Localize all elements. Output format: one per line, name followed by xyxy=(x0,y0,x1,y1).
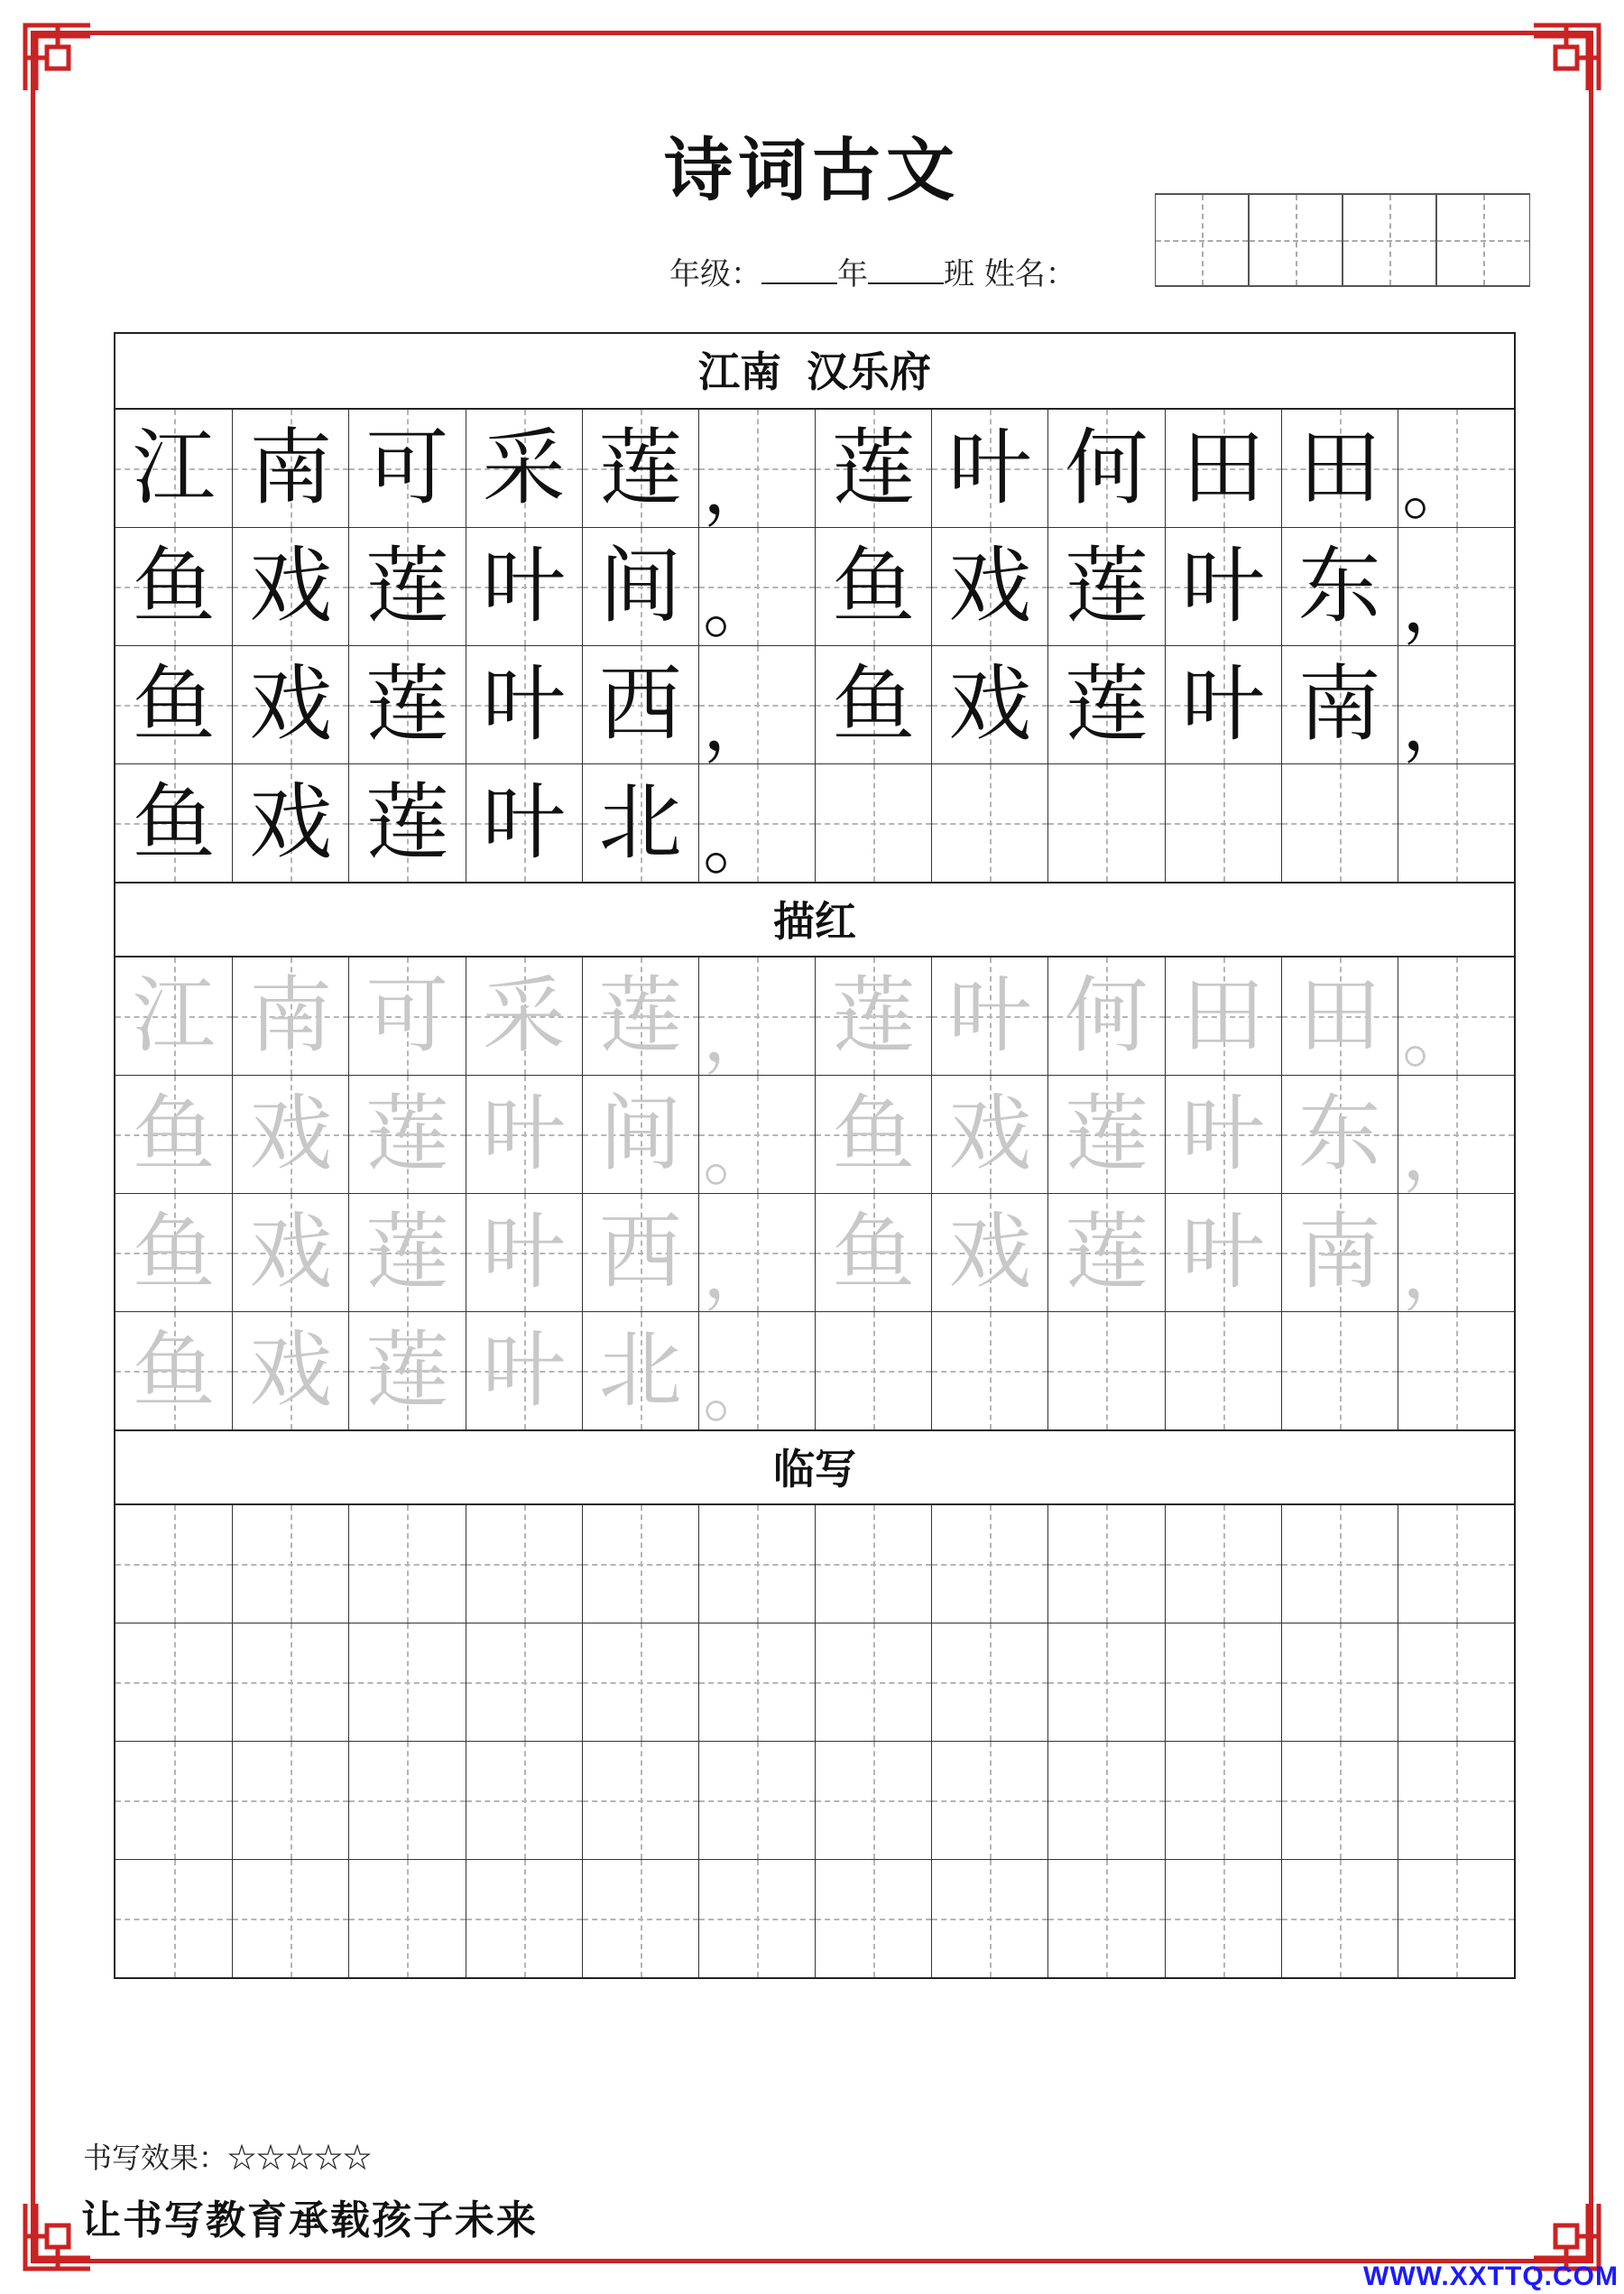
model-character: 何 xyxy=(1065,420,1149,516)
trace-character: 南 xyxy=(1297,1204,1381,1300)
trace-cell xyxy=(931,1312,1047,1429)
trace-grid xyxy=(115,957,1514,1432)
copy-cell[interactable] xyxy=(931,1742,1047,1859)
model-cell xyxy=(582,528,698,645)
model-cell xyxy=(582,764,698,882)
model-cell xyxy=(815,646,931,763)
poem-header xyxy=(115,334,1514,410)
model-cell xyxy=(466,646,582,763)
model-character: 鱼 xyxy=(132,656,216,753)
model-cell xyxy=(815,410,931,527)
model-cell xyxy=(1398,764,1514,882)
trace-character: 叶 xyxy=(482,1086,566,1182)
trace-cell xyxy=(1165,1076,1281,1193)
trace-cell xyxy=(931,957,1047,1075)
model-cell xyxy=(698,410,815,530)
model-character: 田 xyxy=(1181,420,1265,516)
model-character: ， xyxy=(702,446,775,530)
trace-cell xyxy=(815,1194,931,1311)
trace-cell xyxy=(466,957,582,1075)
model-cell xyxy=(1165,410,1281,527)
model-cell xyxy=(582,410,698,527)
trace-cell xyxy=(1047,1076,1164,1193)
model-cell xyxy=(348,646,465,763)
trace-character: ， xyxy=(702,994,775,1078)
model-cell xyxy=(232,528,348,645)
trace-character: 莲 xyxy=(365,1204,449,1300)
trace-cell xyxy=(232,1076,348,1193)
copy-cell[interactable] xyxy=(582,1623,698,1741)
copy-row xyxy=(115,1741,1514,1859)
model-character: 戏 xyxy=(249,656,333,753)
model-character: 叶 xyxy=(482,538,566,634)
model-cell xyxy=(466,528,582,645)
model-row xyxy=(115,527,1514,648)
model-character: 叶 xyxy=(482,774,566,871)
poem-title: 江南 xyxy=(698,347,781,396)
trace-cell xyxy=(1165,957,1281,1075)
copy-cell[interactable] xyxy=(466,1623,582,1741)
model-character: 叶 xyxy=(1181,538,1265,634)
model-cell xyxy=(931,764,1047,882)
model-character: 南 xyxy=(249,420,333,516)
copy-cell[interactable] xyxy=(115,1623,232,1741)
trace-cell xyxy=(582,1194,698,1311)
trace-cell xyxy=(348,1194,465,1311)
trace-character: 叶 xyxy=(1181,1204,1265,1300)
trace-cell xyxy=(348,1076,465,1193)
model-cell xyxy=(115,646,232,763)
model-character: 戏 xyxy=(948,656,1032,753)
model-character: ， xyxy=(1401,564,1474,648)
copy-cell[interactable] xyxy=(232,1860,348,1977)
student-info xyxy=(669,249,1076,293)
model-character: 鱼 xyxy=(832,656,916,753)
copy-cell[interactable] xyxy=(466,1860,582,1977)
model-character: 。 xyxy=(702,800,775,884)
model-cell xyxy=(115,764,232,882)
model-character: 莲 xyxy=(832,420,916,516)
trace-row xyxy=(115,1193,1514,1314)
trace-cell xyxy=(1281,1194,1398,1311)
trace-cell xyxy=(1047,957,1164,1075)
trace-cell xyxy=(232,1194,348,1311)
model-cell xyxy=(698,764,815,882)
trace-character: 鱼 xyxy=(832,1086,916,1182)
trace-character: 莲 xyxy=(598,967,682,1064)
model-cell xyxy=(1047,528,1164,645)
trace-cell xyxy=(466,1312,582,1429)
trace-cell xyxy=(698,1194,815,1314)
model-character: 莲 xyxy=(365,538,449,634)
model-character: ， xyxy=(1401,682,1474,766)
model-character: 。 xyxy=(1401,446,1474,530)
copy-cell[interactable] xyxy=(931,1860,1047,1977)
model-character: 莲 xyxy=(365,774,449,871)
copy-cell[interactable] xyxy=(1398,1742,1514,1859)
model-cell xyxy=(815,528,931,645)
trace-cell xyxy=(1281,1312,1398,1429)
trace-cell xyxy=(582,957,698,1075)
trace-row xyxy=(115,1075,1514,1196)
model-cell xyxy=(1047,764,1164,882)
copy-row xyxy=(115,1623,1514,1741)
trace-cell xyxy=(698,957,815,1078)
trace-cell xyxy=(115,957,232,1075)
model-character: ， xyxy=(702,682,775,766)
model-row xyxy=(115,763,1514,882)
model-cell xyxy=(698,528,815,648)
model-cell xyxy=(348,410,465,527)
copy-cell[interactable] xyxy=(1281,1623,1398,1741)
trace-cell xyxy=(582,1312,698,1429)
copy-row xyxy=(115,1859,1514,1977)
trace-cell xyxy=(698,1312,815,1432)
site-watermark: WWW.XXTTQ.COM xyxy=(1363,2262,1619,2291)
model-cell xyxy=(815,764,931,882)
model-cell xyxy=(698,646,815,766)
copy-cell[interactable] xyxy=(1047,1623,1164,1741)
copy-cell[interactable] xyxy=(232,1505,348,1623)
trace-character: 。 xyxy=(702,1348,775,1432)
trace-character: 何 xyxy=(1065,967,1149,1064)
model-grid xyxy=(115,410,1514,882)
trace-character: 江 xyxy=(132,967,216,1064)
trace-character: 南 xyxy=(249,967,333,1064)
copy-cell[interactable] xyxy=(815,1505,931,1623)
trace-character: ， xyxy=(1401,1112,1474,1196)
name-box[interactable] xyxy=(1155,193,1249,287)
trace-cell xyxy=(931,1194,1047,1311)
copy-cell[interactable] xyxy=(1281,1860,1398,1977)
copy-cell[interactable] xyxy=(698,1623,815,1741)
trace-cell xyxy=(1398,957,1514,1078)
page-title: 诗词古文 xyxy=(664,130,960,210)
model-cell xyxy=(931,646,1047,763)
copy-cell[interactable] xyxy=(115,1860,232,1977)
trace-character: 戏 xyxy=(948,1204,1032,1300)
model-cell xyxy=(1398,410,1514,530)
model-character: 鱼 xyxy=(132,774,216,871)
model-cell xyxy=(466,764,582,882)
trace-character: 叶 xyxy=(482,1204,566,1300)
trace-character: 莲 xyxy=(365,1086,449,1182)
trace-cell xyxy=(1047,1194,1164,1311)
model-character: 间 xyxy=(598,538,682,634)
trace-character: 田 xyxy=(1297,967,1381,1064)
trace-cell xyxy=(115,1312,232,1429)
copy-grid xyxy=(115,1505,1514,1977)
copy-cell[interactable] xyxy=(1165,1505,1281,1623)
model-character: 可 xyxy=(365,420,449,516)
copy-cell[interactable] xyxy=(1398,1623,1514,1741)
trace-character: 戏 xyxy=(249,1086,333,1182)
trace-character: 莲 xyxy=(1065,1204,1149,1300)
model-cell xyxy=(232,410,348,527)
model-cell xyxy=(931,410,1047,527)
model-character: 莲 xyxy=(1065,538,1149,634)
name-box[interactable] xyxy=(1249,193,1343,287)
model-cell xyxy=(1281,528,1398,645)
trace-cell xyxy=(815,1312,931,1429)
model-cell xyxy=(466,410,582,527)
name-box[interactable] xyxy=(1436,193,1530,287)
trace-cell xyxy=(1398,1076,1514,1196)
trace-character: 间 xyxy=(598,1086,682,1182)
model-character: 叶 xyxy=(1181,656,1265,753)
trace-cell xyxy=(348,957,465,1075)
trace-cell xyxy=(1165,1312,1281,1429)
trace-character: 叶 xyxy=(1181,1086,1265,1182)
model-character: 。 xyxy=(702,564,775,648)
model-cell xyxy=(1281,410,1398,527)
model-cell xyxy=(1398,528,1514,648)
copy-cell[interactable] xyxy=(1165,1623,1281,1741)
model-cell xyxy=(1398,646,1514,766)
copy-cell[interactable] xyxy=(931,1623,1047,1741)
trace-cell xyxy=(1165,1194,1281,1311)
trace-cell xyxy=(466,1194,582,1311)
copy-cell[interactable] xyxy=(348,1505,465,1623)
trace-character: 鱼 xyxy=(132,1086,216,1182)
model-character: 莲 xyxy=(365,656,449,753)
trace-character: 鱼 xyxy=(132,1204,216,1300)
model-cell xyxy=(232,646,348,763)
model-character: 莲 xyxy=(1065,656,1149,753)
grade-year-blank[interactable] xyxy=(761,255,837,284)
worksheet xyxy=(114,332,1516,1979)
trace-cell xyxy=(1281,957,1398,1075)
copy-cell[interactable] xyxy=(815,1623,931,1741)
corner-ornament-icon xyxy=(1530,22,1602,94)
model-cell xyxy=(1281,764,1398,882)
name-label: 姓名： xyxy=(983,256,1076,292)
trace-character: 可 xyxy=(365,967,449,1064)
copy-cell[interactable] xyxy=(698,1742,815,1859)
trace-character: 莲 xyxy=(1065,1086,1149,1182)
trace-cell xyxy=(232,957,348,1075)
trace-cell xyxy=(1281,1076,1398,1193)
corner-ornament-icon xyxy=(22,22,94,94)
copy-cell[interactable] xyxy=(1047,1860,1164,1977)
copy-cell[interactable] xyxy=(232,1623,348,1741)
model-cell xyxy=(115,410,232,527)
copy-cell[interactable] xyxy=(1281,1742,1398,1859)
trace-cell xyxy=(115,1194,232,1311)
model-character: 北 xyxy=(598,774,682,871)
copy-cell[interactable] xyxy=(348,1742,465,1859)
model-character: 江 xyxy=(132,420,216,516)
copy-cell[interactable] xyxy=(348,1860,465,1977)
model-cell xyxy=(1047,410,1164,527)
trace-header: 描红 xyxy=(115,882,1514,957)
model-cell xyxy=(1047,646,1164,763)
trace-character: 。 xyxy=(702,1112,775,1196)
trace-character: 。 xyxy=(1401,994,1474,1078)
model-cell xyxy=(1165,646,1281,763)
copy-cell[interactable] xyxy=(115,1742,232,1859)
name-box[interactable] xyxy=(1343,193,1436,287)
trace-cell xyxy=(348,1312,465,1429)
trace-cell xyxy=(1398,1194,1514,1314)
model-character: 采 xyxy=(482,420,566,516)
name-writing-boxes xyxy=(1155,193,1530,287)
model-cell xyxy=(348,528,465,645)
model-cell xyxy=(348,764,465,882)
trace-character: 田 xyxy=(1181,967,1265,1064)
slogan: 让书写教育承载孩子未来 xyxy=(81,2197,538,2243)
model-character: 鱼 xyxy=(132,538,216,634)
model-cell xyxy=(1165,528,1281,645)
copy-cell[interactable] xyxy=(1165,1742,1281,1859)
model-character: 南 xyxy=(1297,656,1381,753)
copy-cell[interactable] xyxy=(582,1505,698,1623)
trace-character: 西 xyxy=(598,1204,682,1300)
trace-cell xyxy=(1047,1312,1164,1429)
copy-cell[interactable] xyxy=(698,1505,815,1623)
trace-character: 鱼 xyxy=(132,1322,216,1419)
copy-cell[interactable] xyxy=(466,1742,582,1859)
model-cell xyxy=(582,646,698,763)
copy-cell[interactable] xyxy=(466,1505,582,1623)
model-character: 戏 xyxy=(948,538,1032,634)
trace-character: 采 xyxy=(482,967,566,1064)
copy-cell[interactable] xyxy=(1047,1742,1164,1859)
trace-cell xyxy=(931,1076,1047,1193)
trace-cell xyxy=(815,1076,931,1193)
class-blank[interactable] xyxy=(868,255,944,284)
trace-cell xyxy=(815,957,931,1075)
model-character: 西 xyxy=(598,656,682,753)
copy-cell[interactable] xyxy=(115,1505,232,1623)
copy-cell[interactable] xyxy=(582,1742,698,1859)
model-cell xyxy=(1281,646,1398,763)
trace-character: ， xyxy=(1401,1230,1474,1314)
copy-cell[interactable] xyxy=(232,1742,348,1859)
model-row xyxy=(115,645,1514,766)
trace-character: 鱼 xyxy=(832,1204,916,1300)
trace-cell xyxy=(232,1312,348,1429)
copy-cell[interactable] xyxy=(815,1860,931,1977)
model-cell xyxy=(1165,764,1281,882)
model-cell xyxy=(232,764,348,882)
copy-cell[interactable] xyxy=(348,1623,465,1741)
model-character: 东 xyxy=(1297,538,1381,634)
trace-cell xyxy=(582,1076,698,1193)
copy-cell[interactable] xyxy=(815,1742,931,1859)
model-character: 鱼 xyxy=(832,538,916,634)
year-label: 年 xyxy=(837,256,868,292)
trace-character: 戏 xyxy=(249,1322,333,1419)
trace-character: 叶 xyxy=(482,1322,566,1419)
trace-row xyxy=(115,957,1514,1078)
trace-cell xyxy=(1398,1312,1514,1429)
copy-cell[interactable] xyxy=(931,1505,1047,1623)
trace-cell xyxy=(466,1076,582,1193)
model-character: 叶 xyxy=(482,656,566,753)
copy-header: 临写 xyxy=(115,1429,1514,1505)
copy-cell[interactable] xyxy=(1165,1860,1281,1977)
poem-author: 汉乐府 xyxy=(807,347,931,396)
trace-character: 东 xyxy=(1297,1086,1381,1182)
model-character: 戏 xyxy=(249,538,333,634)
model-character: 叶 xyxy=(948,420,1032,516)
trace-character: 北 xyxy=(598,1322,682,1419)
class-label: 班 xyxy=(944,256,974,292)
copy-cell[interactable] xyxy=(1398,1505,1514,1623)
copy-row xyxy=(115,1505,1514,1623)
copy-cell[interactable] xyxy=(582,1860,698,1977)
copy-cell[interactable] xyxy=(1281,1505,1398,1623)
trace-character: ， xyxy=(702,1230,775,1314)
trace-cell xyxy=(115,1076,232,1193)
grade-label: 年级： xyxy=(669,256,761,292)
trace-character: 戏 xyxy=(948,1086,1032,1182)
model-row xyxy=(115,410,1514,530)
trace-row xyxy=(115,1311,1514,1432)
trace-cell xyxy=(698,1076,815,1196)
writing-rating: 书写效果：☆☆☆☆☆ xyxy=(83,2141,373,2175)
copy-cell[interactable] xyxy=(1398,1860,1514,1977)
trace-character: 莲 xyxy=(365,1322,449,1419)
model-cell xyxy=(931,528,1047,645)
model-character: 莲 xyxy=(598,420,682,516)
trace-character: 叶 xyxy=(948,967,1032,1064)
copy-cell[interactable] xyxy=(1047,1505,1164,1623)
trace-character: 莲 xyxy=(832,967,916,1064)
model-character: 田 xyxy=(1297,420,1381,516)
model-cell xyxy=(115,528,232,645)
model-character: 戏 xyxy=(249,774,333,871)
copy-cell[interactable] xyxy=(698,1860,815,1977)
trace-character: 戏 xyxy=(249,1204,333,1300)
